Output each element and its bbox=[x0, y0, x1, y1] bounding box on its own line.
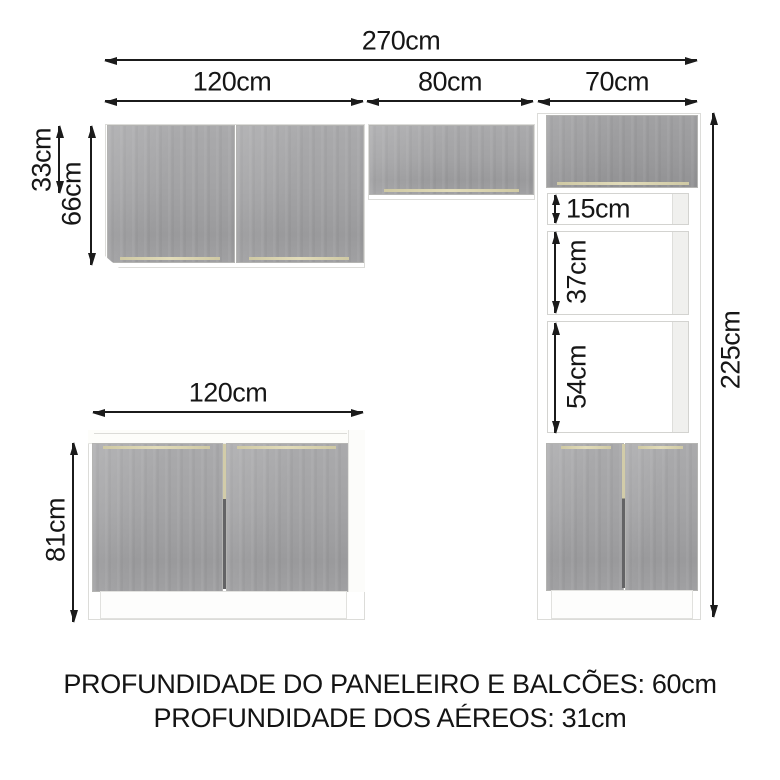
tall-cabinet-lower-left-door bbox=[546, 443, 624, 591]
dim-66cm-arrow bbox=[90, 126, 92, 265]
upper-cabinet-120-left-door bbox=[107, 125, 235, 263]
door-divider bbox=[223, 444, 226, 589]
upper-cabinet-120-right-door bbox=[236, 125, 364, 263]
door-handle bbox=[557, 182, 689, 185]
dim-37cm-arrow bbox=[554, 232, 556, 313]
door-handle bbox=[638, 446, 683, 449]
inner-side-wall bbox=[672, 194, 688, 224]
dim-upper-left-width-label: 120cm bbox=[192, 66, 272, 97]
inner-side-wall bbox=[672, 232, 688, 314]
base-cabinet-right-door bbox=[226, 443, 349, 592]
tall-cabinet-plinth bbox=[551, 590, 693, 619]
dim-total-height-label: 225cm bbox=[715, 310, 746, 390]
base-cabinet-side-panel bbox=[348, 430, 365, 592]
dim-upper-middle-width-label: 80cm bbox=[417, 66, 483, 97]
door-handle bbox=[237, 446, 336, 449]
dim-upper-right-width-label: 70cm bbox=[584, 66, 650, 97]
door-handle bbox=[103, 446, 210, 449]
door-handle bbox=[384, 189, 519, 192]
base-cabinet bbox=[88, 430, 365, 620]
dim-54cm-arrow bbox=[554, 323, 556, 433]
dim-15cm-arrow bbox=[554, 195, 556, 223]
door-handle bbox=[561, 446, 611, 449]
dim-66cm-label: 66cm bbox=[56, 161, 87, 227]
upper-cabinet-80 bbox=[368, 124, 535, 200]
upper-cabinet-120 bbox=[105, 124, 365, 268]
dim-15cm-label: 15cm bbox=[565, 193, 631, 224]
dim-base-width-arrow bbox=[93, 411, 363, 413]
dim-upper-right-width-arrow bbox=[538, 100, 697, 102]
base-cabinet-left-door bbox=[92, 443, 223, 592]
tall-cabinet-lower-right-door bbox=[625, 443, 698, 591]
dim-upper-middle-width-arrow bbox=[367, 100, 533, 102]
base-cabinet-countertop bbox=[88, 430, 365, 444]
depth-note-line1: PROFUNDIDADE DO PANELEIRO E BALCÕES: 60cm bbox=[63, 669, 717, 699]
dim-total-height-arrow bbox=[712, 113, 714, 617]
dim-54cm-label: 54cm bbox=[561, 344, 592, 410]
upper-cabinet-80-door bbox=[369, 125, 534, 195]
inner-side-wall bbox=[672, 322, 688, 432]
dim-base-height-label: 81cm bbox=[40, 497, 71, 563]
door-divider bbox=[622, 444, 625, 588]
dim-upper-left-width-arrow bbox=[105, 100, 363, 102]
door-handle bbox=[249, 257, 349, 260]
depth-note-line2: PROFUNDIDADE DOS AÉREOS: 31cm bbox=[153, 703, 627, 733]
dim-base-height-arrow bbox=[72, 443, 74, 622]
dim-total-width-arrow bbox=[105, 59, 697, 61]
tall-cabinet-top-door bbox=[546, 115, 698, 188]
dim-37cm-label: 37cm bbox=[561, 239, 592, 305]
base-cabinet-plinth bbox=[100, 591, 347, 619]
dim-total-width-label: 270cm bbox=[361, 25, 441, 56]
dim-33cm-label: 33cm bbox=[26, 127, 57, 193]
dim-base-width-label: 120cm bbox=[188, 377, 268, 408]
back-panel-edge bbox=[94, 433, 347, 434]
door-handle bbox=[120, 257, 220, 260]
